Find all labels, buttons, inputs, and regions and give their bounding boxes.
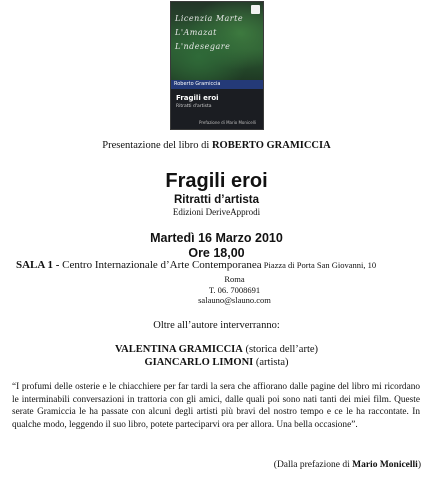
cover-footer: Prefazione di Mario Monicelli [199, 120, 256, 125]
cover-subtitle: Ritratti d'artista [176, 104, 212, 109]
cover-artwork [171, 2, 263, 80]
venue-line [16, 259, 426, 271]
event-date: Martedì 16 Marzo 2010 [150, 231, 283, 245]
book-subtitle: Ritratti d’artista [174, 194, 259, 206]
preface-quote: “I profumi delle osterie e le chiacchiere per far tardi la sera che affiorano dalle pagine del libro mi ricordano le interminabili conversazioni in trattoria con gli amici, dalle quali poi sono nati tanti dei miei film. Queste serate Gramiccia le ha passate con alcuni degli artisti più bravi del nostro tempo e ce le ha raccontate. In qualche modo, leggendo il suo libro, potete parteciparvi ora per allora. Una bella occasione”. [12, 382, 420, 430]
cover-author: Roberto Gramiccia [174, 81, 221, 87]
cover-art-scrawl: Licenzia Marte L'Amazat L'ndesegare [175, 14, 244, 51]
venue-email: salauno@slauno.com [198, 295, 271, 305]
cover-author-stripe [171, 80, 263, 89]
venue-sala: SALA 1 - [16, 259, 63, 271]
venue-address: Piazza di Porta San Giovanni, 10 [261, 260, 377, 270]
speakers-intro: Oltre all’autore interverranno: [153, 320, 280, 331]
speaker-role: (artista) [253, 357, 289, 368]
speaker-role: (storica dell’arte) [242, 344, 319, 355]
presentation-line [0, 140, 433, 151]
speaker-name: GIANCARLO LIMONI [144, 357, 254, 368]
author-name: ROBERTO GRAMICCIA [211, 140, 331, 151]
quote-source-name: Mario Monicelli [352, 460, 418, 470]
speaker-name: VALENTINA GRAMICCIA [114, 344, 243, 355]
book-cover-image [171, 2, 263, 129]
book-title: Fragili eroi [165, 170, 268, 192]
venue-phone: T. 06. 7008691 [208, 285, 261, 295]
quote-source [274, 460, 421, 470]
quote-source-suffix: ) [417, 460, 421, 470]
presentation-prefix: Presentazione del libro di [102, 140, 212, 151]
publisher-logo-icon [251, 5, 260, 14]
venue-name: Centro Internazionale d’Arte Contemporanea [62, 259, 262, 271]
speaker-line [0, 344, 433, 355]
publisher-name: Edizioni DeriveApprodi [172, 207, 261, 217]
event-time: Ore 18,00 [188, 246, 245, 260]
speaker-line [0, 357, 433, 368]
cover-title: Fragili eroi [176, 94, 219, 102]
venue-city: Roma [224, 274, 245, 284]
quote-source-prefix: (Dalla prefazione di [273, 460, 353, 470]
